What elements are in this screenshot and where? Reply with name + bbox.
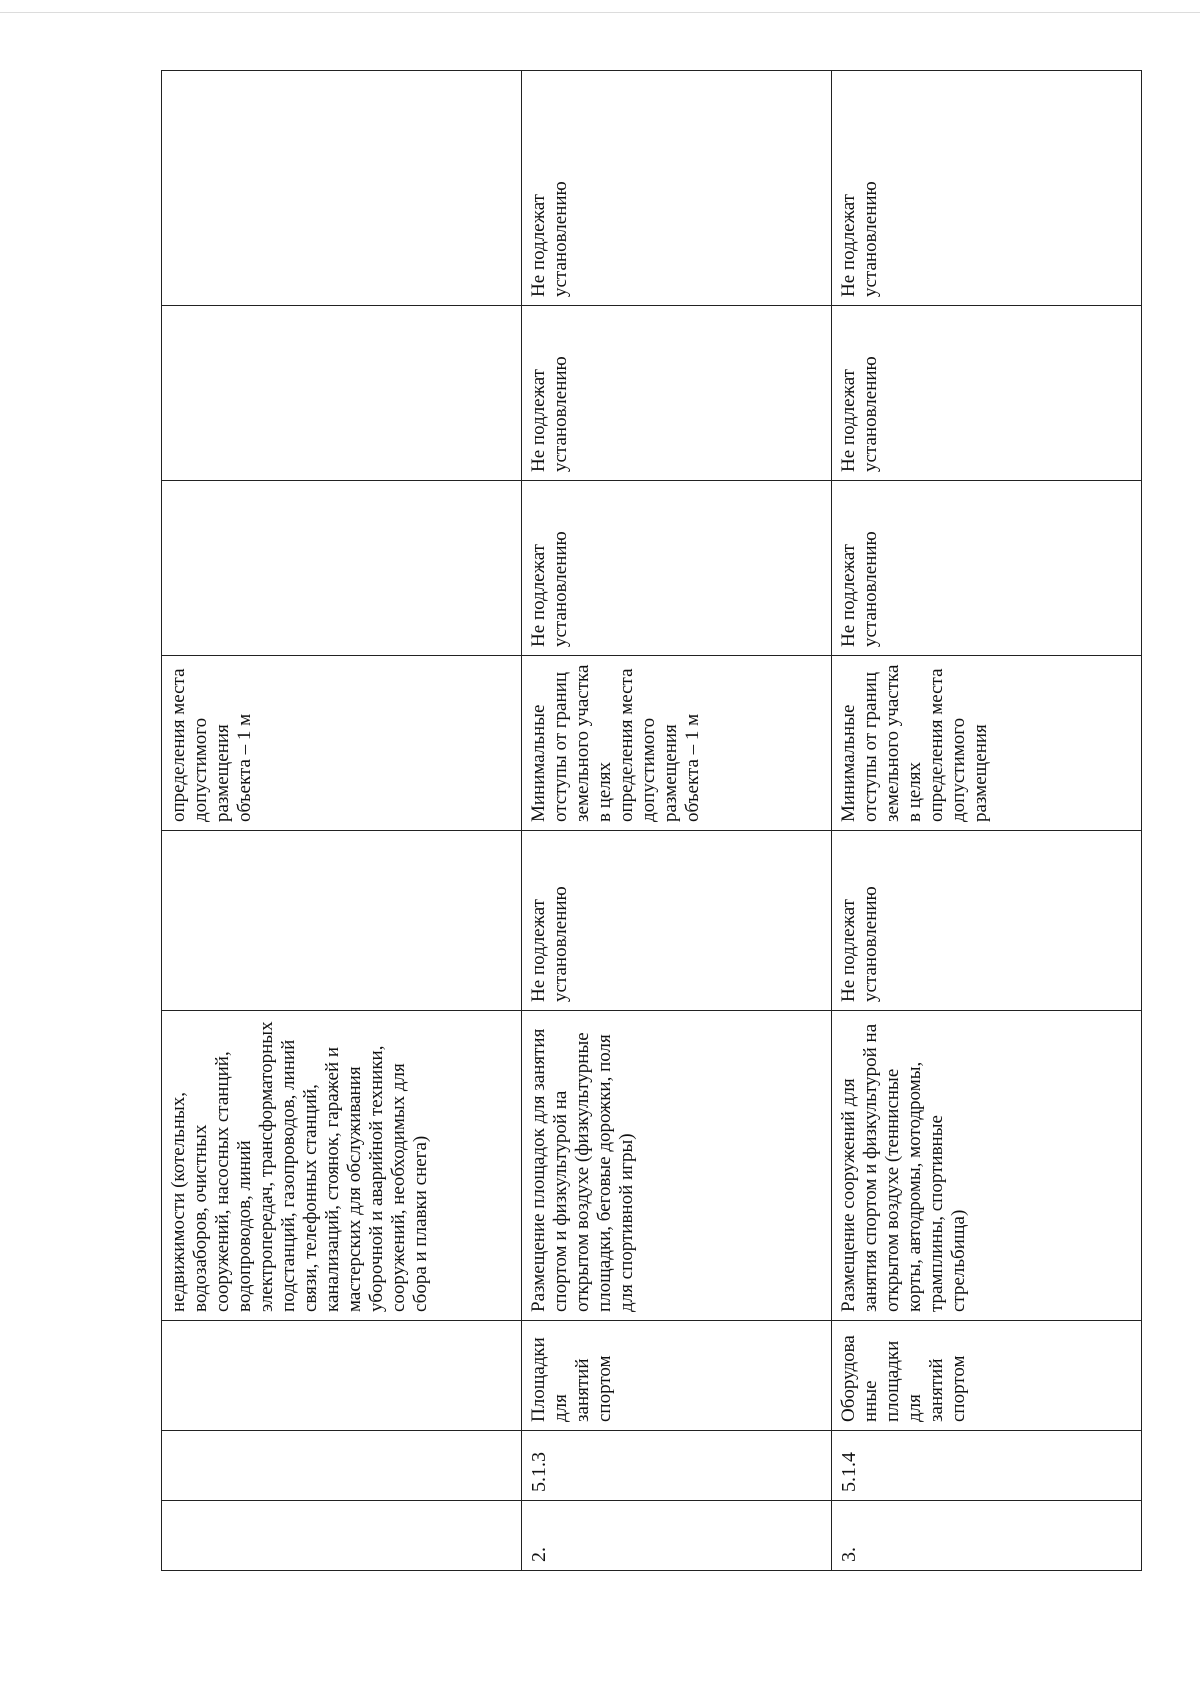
row-number: 3. (832, 1501, 1142, 1571)
activity-name: Оборудованные площадки для занятий спортом (832, 1321, 1142, 1431)
cell-col5 (162, 831, 522, 1011)
activity-name: Площадки для занятий спортом (522, 1321, 832, 1431)
table-row (832, 71, 1142, 1571)
cell-col5: Не подлежат установлению (832, 831, 1142, 1011)
cell-col8: Не подлежат установлению (522, 306, 832, 481)
cell-col5: Не подлежат установлению (522, 831, 832, 1011)
cell-col8 (162, 306, 522, 481)
cell-setbacks: Минимальные отступы от границ земельного участка в целях определения места допустимого размещения объекта – 1 м (522, 656, 832, 831)
cell-col9: Не подлежат установлению (522, 71, 832, 306)
activity-code: 5.1.4 (832, 1431, 1142, 1501)
activity-description: Размещение площадок для занятия спортом и физкультурой на открытом воздухе (физкультурные площадки, беговые дорожки, поля для спортивной игры) (522, 1011, 832, 1321)
cell-col7: Не подлежат установлению (832, 481, 1142, 656)
cell-setbacks: Минимальные отступы от границ земельного участка в целях определения места допустимого размещения (832, 656, 1142, 831)
cell-col7: Не подлежат установлению (522, 481, 832, 656)
activity-code: 5.1.3 (522, 1431, 832, 1501)
cell-col7 (162, 481, 522, 656)
activity-description: недвижимости (котельных, водозаборов, очистных сооружений, насосных станций, водопроводов, линий электропередач, трансформаторных подстанций, газопроводов, линий связи, телефонных станций, канализаций, стоянок, гаражей и мастерских для обслуживания уборочной и аварийной техники, сооружений, необходимых для сбора и плавки снега) (162, 1011, 522, 1321)
regulations-table (161, 70, 1142, 1571)
cell-setbacks: определения места допустимого размещения объекта – 1 м (162, 656, 522, 831)
table-row (162, 71, 522, 1571)
activity-code (162, 1431, 522, 1501)
cell-col9: Не подлежат установлению (832, 71, 1142, 306)
cell-col9 (162, 71, 522, 306)
rotated-table-wrapper (161, 71, 1141, 1571)
row-number: 2. (522, 1501, 832, 1571)
cell-col8: Не подлежат установлению (832, 306, 1142, 481)
page-edge-line (0, 12, 1200, 13)
table-row (522, 71, 832, 1571)
activity-name (162, 1321, 522, 1431)
activity-description: Размещение сооружений для занятия спортом и физкультурой на открытом воздухе (теннисные корты, автодромы, мотодромы, трамплины, спортивные стрельбища) (832, 1011, 1142, 1321)
row-number (162, 1501, 522, 1571)
